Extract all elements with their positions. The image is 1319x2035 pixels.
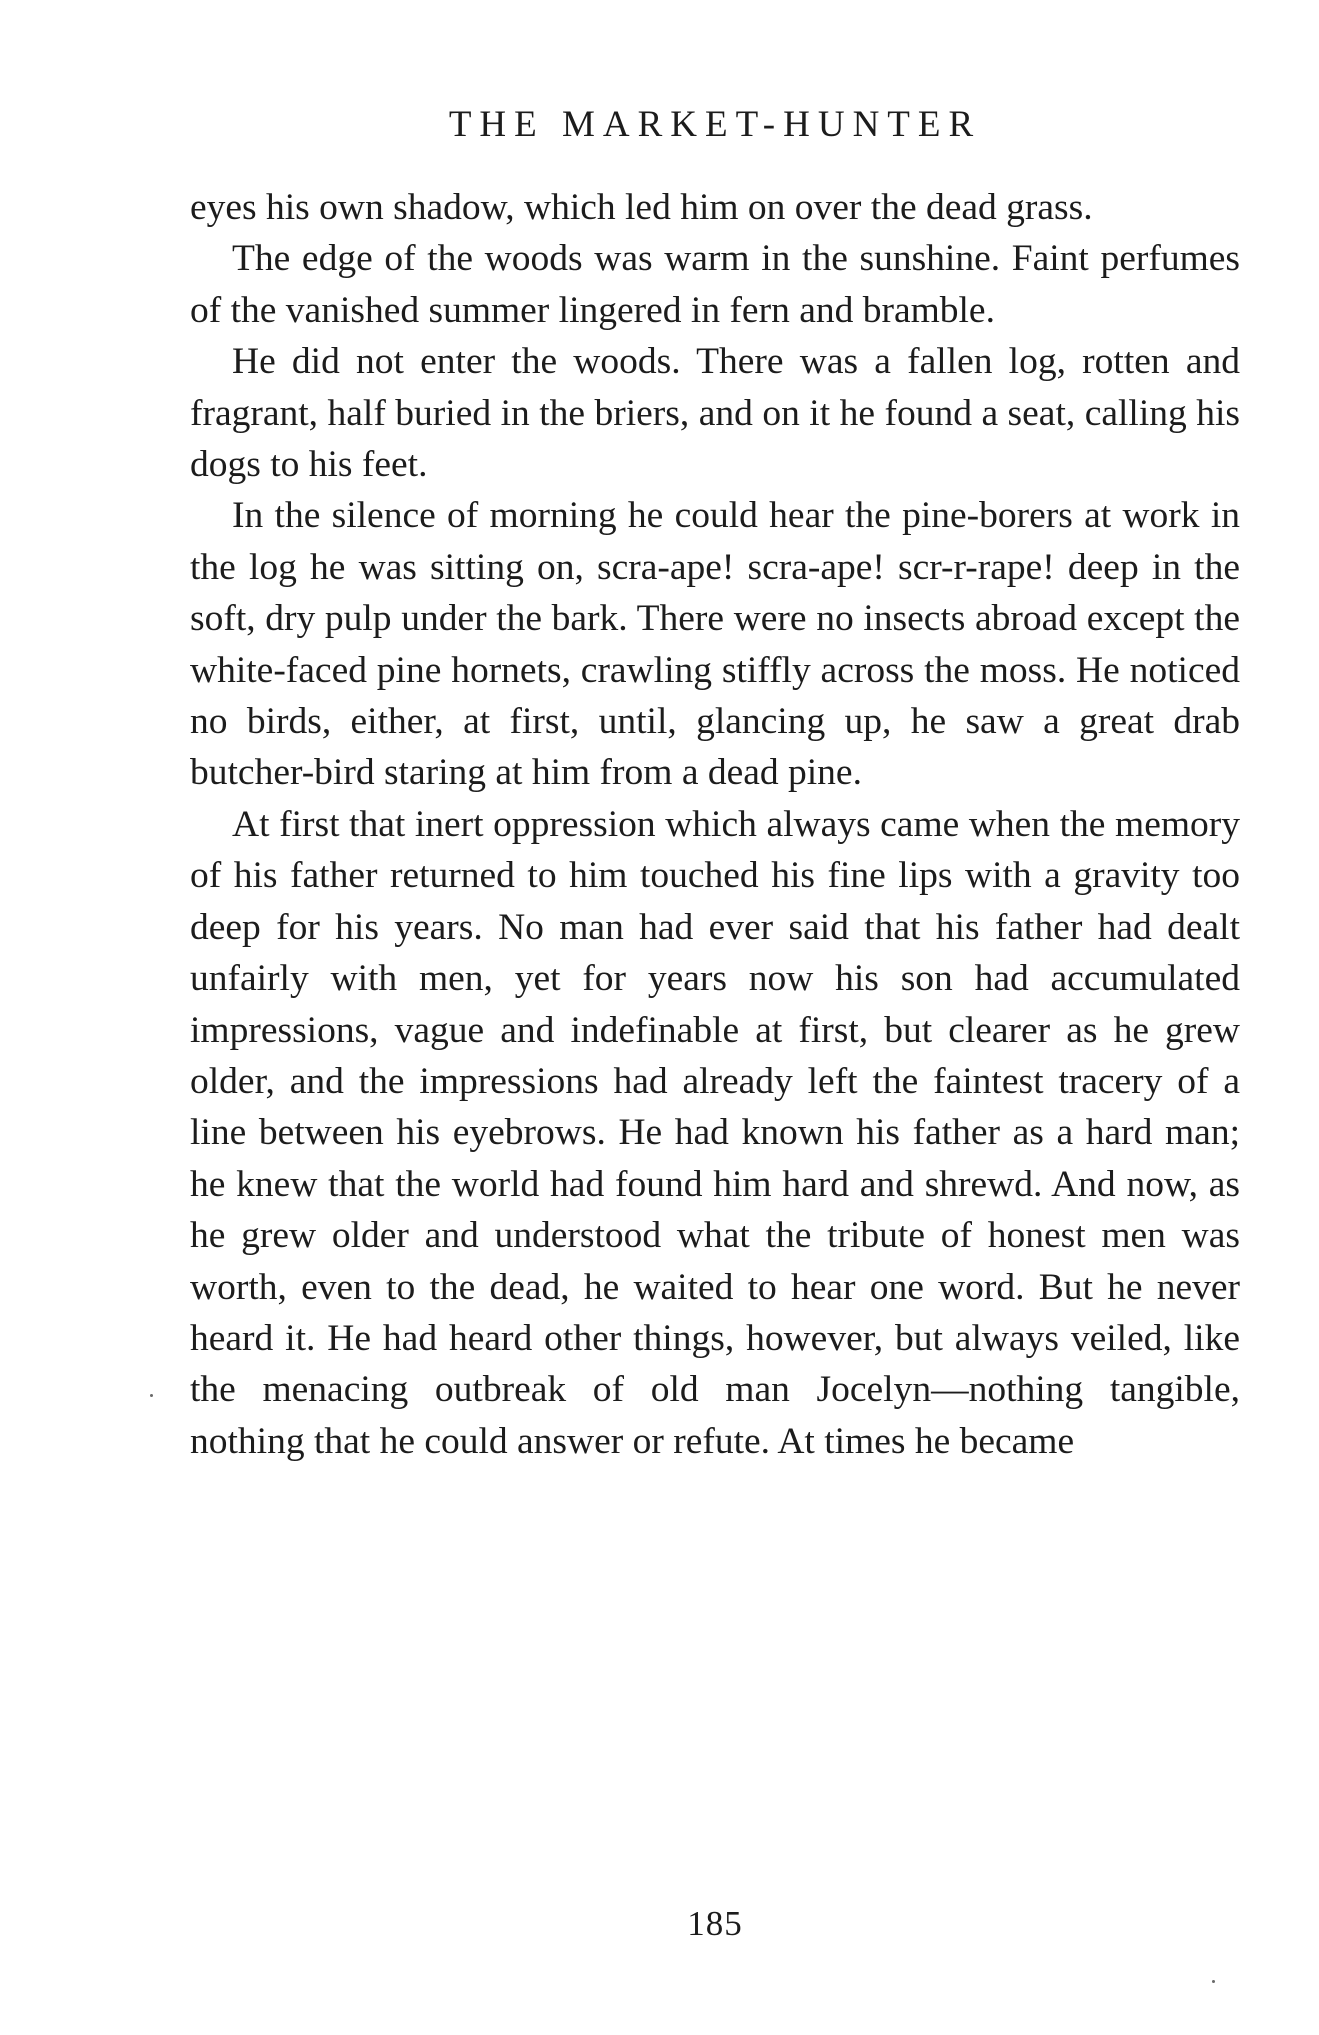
paragraph: In the silence of morning he could hear the pine-borers at work in the log he was sitting on, scra-ape! scra-ape! scr-r-rape! deep in the soft, dry pulp under the bark. There were no insects abroad except the white-faced pine hornets, crawling stiffly across the moss. He noticed no birds, either, at first, until, glancing up, he saw a great drab butcher-bird staring at him from a dead pine. xyxy=(190,495,1240,794)
paragraph: He did not enter the woods. There was a fallen log, rotten and fragrant, half buried in the briers, and on it he found a seat, calling his dogs to his feet. xyxy=(190,341,1240,486)
paragraph: At first that inert oppression which always came when the memory of his father returned to him touched his fine lips with a gravity too deep for his years. No man had ever said that his father had dealt unfairly with men, yet for years now his son had accumulated impressions, vague and indefinable at first, but clearer as he grew older, and the impressions had already left the faintest tracery of a line between his eyebrows. He had known his father as a hard man; he knew that the world had found him hard and shrewd. And now, as he grew older and understood what the tribute of honest men was worth, even to the dead, he waited to hear one word. But he never heard it. He had heard other things, however, but always veiled, like the menacing outbreak of old man Jocelyn—nothing tangible, nothing that he could answer or refute. At times he became xyxy=(190,803,1240,1462)
body-text xyxy=(190,182,1240,1467)
paper-speck xyxy=(150,1394,153,1397)
running-head: THE MARKET-HUNTER xyxy=(448,104,982,145)
page-number: 185 xyxy=(687,1904,743,1943)
paper-speck xyxy=(1212,1980,1215,1983)
paragraph: The edge of the woods was warm in the sunshine. Faint perfumes of the vanished summer lingered in fern and bramble. xyxy=(190,238,1240,331)
paragraph-continued: eyes his own shadow, which led him on over the dead grass. xyxy=(190,187,1093,228)
